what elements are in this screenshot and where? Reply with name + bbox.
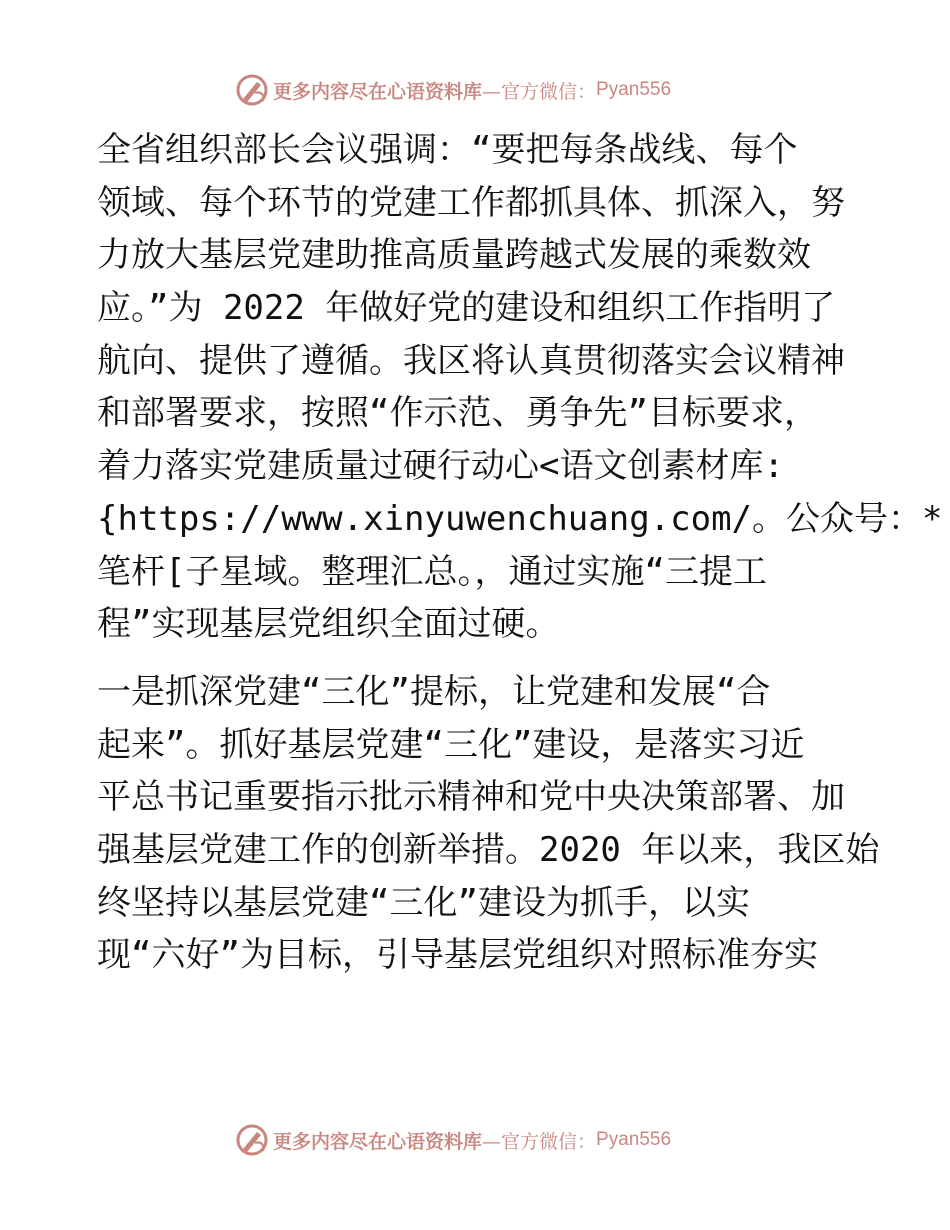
text-line: 强基层党建工作的创新举措。2020 年以来，我区始 [97,829,880,870]
watermark-sub-text: —官方微信： [482,1130,597,1153]
pen-circle-logo-icon [235,73,269,107]
text-line: 和部署要求，按照“作示范、勇争先”目标要求， [97,393,818,434]
text-line: 全省组织部长会议强调：“要把每条战线、每个 [97,130,798,170]
paragraph-1 [97,124,943,651]
watermark-main-text: 更多内容尽在心语资料库 [273,80,483,103]
text-line: 笔杆[子星域。整理汇总。，通过实施“三提工 [97,551,767,592]
watermark-sub-text: —官方微信： [482,80,597,103]
text-line: 终坚持以基层党建“三化”建设为抓手，以实 [97,882,750,923]
text-line: 领域、每个环节的党建工作都抓具体、抓深入，努 [97,182,845,223]
text-line: 起来”。抓好基层党建“三化”建设，是落实习近 [97,724,805,765]
watermark-wechat-id: Pyan556 [596,79,672,100]
footer-watermark [235,1123,755,1157]
text-line: 应。”为 2022 年做好党的建设和组织工作指明了 [97,288,836,329]
document-body [97,124,943,982]
text-line: 程”实现基层党组织全面过硬。 [97,604,560,645]
text-line: 平总书记重要指示批示精神和党中央决策部署、加 [97,777,845,818]
text-line: 航向、提供了遵循。我区将认真贯彻落实会议精神 [97,340,845,381]
paragraph-2 [97,666,880,982]
header-watermark [235,73,755,107]
text-line: 现“六好”为目标，引导基层党组织对照标准夯实 [97,935,818,976]
text-line: {https://www.xinyuwenchuang.com/。公众号：* [97,498,943,539]
text-line: 力放大基层党建助推高质量跨越式发展的乘数效 [97,235,811,276]
text-line: 着力落实党建质量过硬行动心<语文创素材库: [97,446,784,487]
pen-circle-logo-icon [235,1123,269,1157]
watermark-wechat-id: Pyan556 [596,1129,672,1150]
text-line: 一是抓深党建“三化”提标，让党建和发展“合 [97,671,771,712]
watermark-main-text: 更多内容尽在心语资料库 [273,1130,483,1153]
